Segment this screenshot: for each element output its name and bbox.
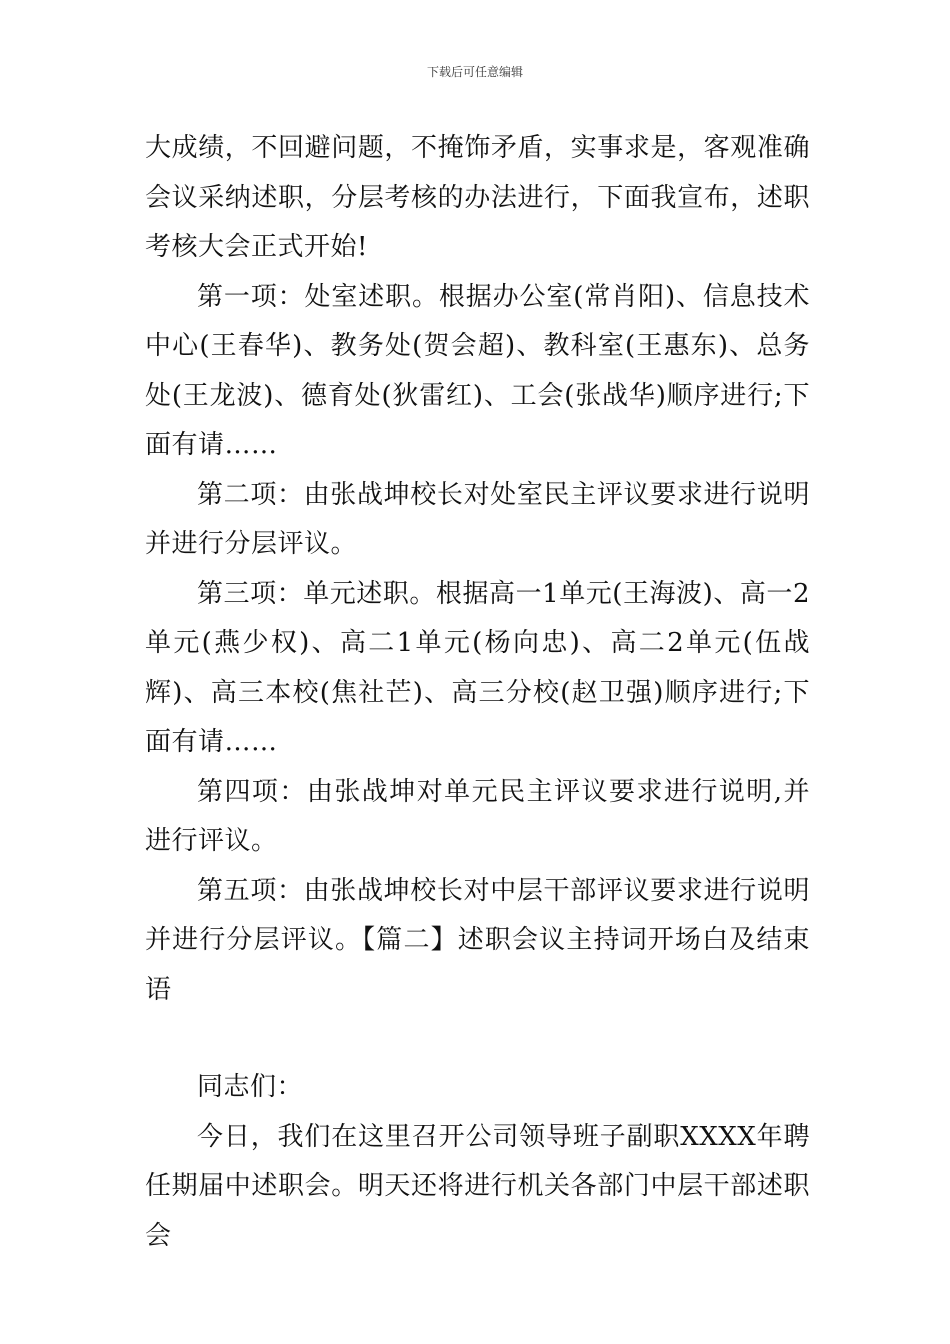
document-body [145, 124, 810, 1261]
paragraph-salutation: 同志们： [197, 1072, 304, 1102]
paragraph-item-2: 第二项：由张战坤校长对处室民主评议要求进行说明并进行分层评议。 [145, 479, 810, 559]
paragraph-item-3: 第三项：单元述职。根据高一1单元(王海波)、高一2单元(燕少权)、高二1单元(杨向忠)、高二2单元(伍战辉)、高三本校(焦社芒)、高三分校(赵卫强)顺序进行;下面有请…… [145, 578, 810, 757]
paragraph-item-5: 第五项：由张战坤校长对中层干部评议要求进行说明并进行分层评议。【篇二】述职会议主持词开场白及结束语 [145, 875, 810, 1005]
page-header: 下载后可任意编辑 [426, 65, 523, 79]
paragraph-opening: 今日，我们在这里召开公司领导班子副职XXXX年聘任期届中述职会。明天还将进行机关各部门中层干部述职会 [145, 1121, 810, 1251]
section-spacer [145, 1015, 810, 1063]
paragraph-item-4: 第四项：由张战坤对单元民主评议要求进行说明,并进行评议。 [145, 776, 810, 856]
paragraph-continuation: 大成绩，不回避问题，不掩饰矛盾，实事求是，客观准确会议采纳述职，分层考核的办法进行，下面我宣布，述职考核大会正式开始! [145, 133, 810, 262]
paragraph-item-1: 第一项：处室述职。根据办公室(常肖阳)、信息技术中心(王春华)、教务处(贺会超)、教科室(王惠东)、总务处(王龙波)、德育处(狄雷红)、工会(张战华)顺序进行;下面有请…… [145, 281, 810, 460]
